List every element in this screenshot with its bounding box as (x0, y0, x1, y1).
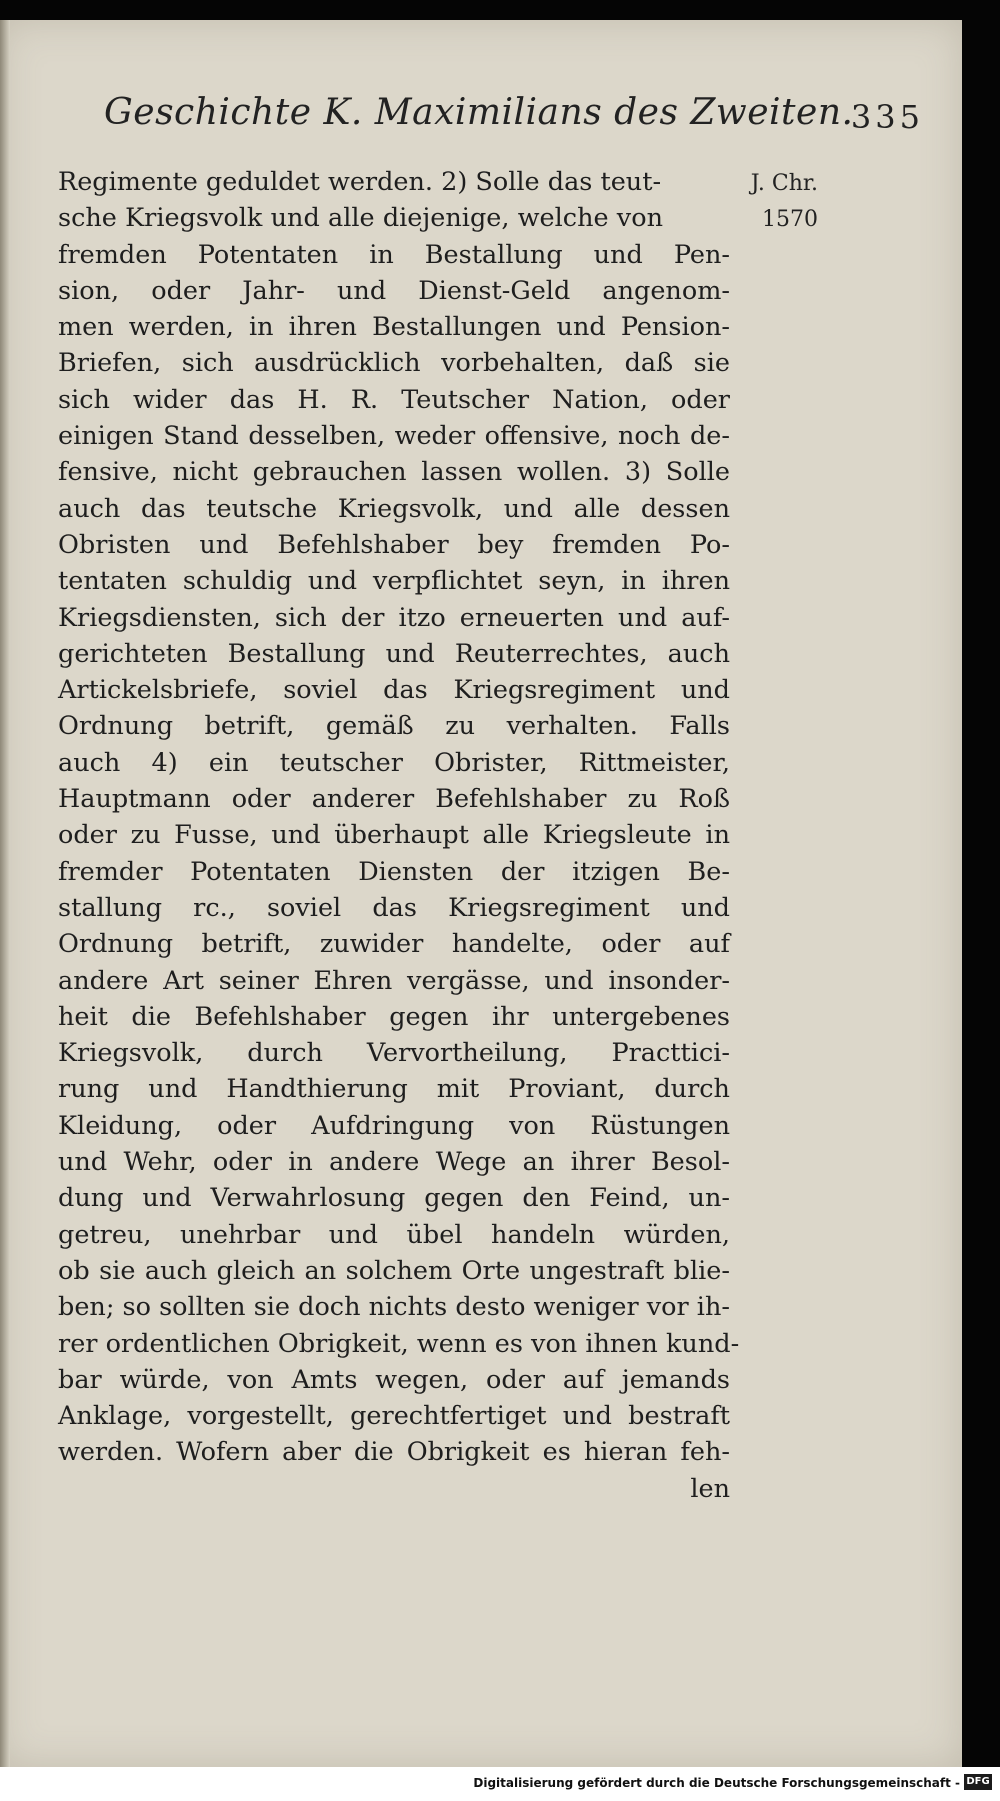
text-line: Kleidung, oder Aufdringung von Rüstungen (58, 1110, 730, 1141)
text-line: bar würde, von Amts wegen, oder auf jemands (58, 1364, 730, 1395)
running-head (104, 92, 924, 152)
text-line: heit die Befehlshaber gegen ihr untergebenes (58, 1001, 730, 1032)
text-line: men werden, in ihren Bestallungen und Pension- (58, 312, 730, 343)
text-line: rung und Handthierung mit Proviant, durch (58, 1074, 730, 1105)
margin-note-era: J. Chr. (750, 171, 818, 196)
text-line: Regimente geduldet werden. 2) Solle das teut- (58, 167, 662, 197)
text-line: getreu, unehrbar und übel handeln würden, (58, 1219, 730, 1250)
text-line: sche Kriegsvolk und alle diejenige, welche von (58, 203, 663, 234)
dfg-logo: DFG (964, 1774, 992, 1790)
text-line: ob sie auch gleich an solchem Orte ungestraft blie- (58, 1255, 730, 1286)
text-line: andere Art seiner Ehren vergässe, und insonder- (58, 965, 730, 996)
body-text (58, 164, 740, 1507)
text-line: fensive, nicht gebrauchen lassen wollen. 3) Solle (58, 457, 730, 488)
text-line: einigen Stand desselben, weder offensive, noch de- (58, 421, 730, 452)
text-line: Artickelsbriefe, soviel das Kriegsregiment und (58, 675, 730, 706)
text-line: auch das teutsche Kriegsvolk, und alle dessen (58, 493, 730, 524)
funding-credit: Digitalisierung gefördert durch die Deutsche Forschungsgemeinschaft - (473, 1776, 960, 1790)
text-line: stallung rc., soviel das Kriegsregiment und (58, 892, 730, 923)
text-line: Obristen und Befehlshaber bey fremden Po- (58, 529, 730, 560)
text-line: auch 4) ein teutscher Obrister, Rittmeister, (58, 747, 730, 778)
text-line: oder zu Fusse, und überhaupt alle Kriegsleute in (58, 820, 730, 851)
text-line: Ordnung betrift, zuwider handelte, oder auf (58, 929, 730, 960)
text-line: sion, oder Jahr- und Dienst-Geld angenom- (58, 275, 730, 306)
text-line: gerichteten Bestallung und Reuterrechtes, auch (58, 638, 730, 669)
book-page (0, 20, 962, 1767)
text-line: Ordnung betrift, gemäß zu verhalten. Falls (58, 711, 730, 742)
text-line: werden. Wofern aber die Obrigkeit es hieran feh- (58, 1437, 730, 1468)
text-line: Briefen, sich ausdrücklich vorbehalten, daß sie (58, 348, 730, 379)
running-title: Geschichte K. Maximilians des Zweiten. (104, 92, 854, 133)
footer-bar (0, 1767, 1000, 1801)
catchword: len (690, 1473, 730, 1504)
text-line: fremden Potentaten in Bestallung und Pen- (58, 239, 730, 270)
text-line: Anklage, vorgestellt, gerechtfertiget und bestraft (58, 1401, 730, 1432)
text-line: tentaten schuldig und verpflichtet seyn, in ihren (58, 566, 730, 597)
text-line: dung und Verwahrlosung gegen den Feind, un- (58, 1183, 730, 1214)
text-line: fremder Potentaten Diensten der itzigen Be- (58, 856, 730, 887)
page-edge (0, 20, 10, 1767)
text-line: ben; so sollten sie doch nichts desto weniger vor ih- (58, 1292, 731, 1323)
text-line: rer ordentlichen Obrigkeit, wenn es von ihnen kund- (58, 1328, 740, 1359)
text-line: und Wehr, oder in andere Wege an ihrer Besol- (58, 1147, 730, 1178)
text-line: Kriegsvolk, durch Vervortheilung, Practtici- (58, 1038, 730, 1069)
text-line: Hauptmann oder anderer Befehlshaber zu Roß (58, 784, 730, 815)
text-line: Kriegsdiensten, sich der itzo erneuerten und auf- (58, 602, 730, 633)
text-line: sich wider das H. R. Teutscher Nation, oder (58, 384, 730, 415)
page-number: 335 (850, 98, 924, 136)
margin-note-year: 1570 (762, 207, 818, 232)
